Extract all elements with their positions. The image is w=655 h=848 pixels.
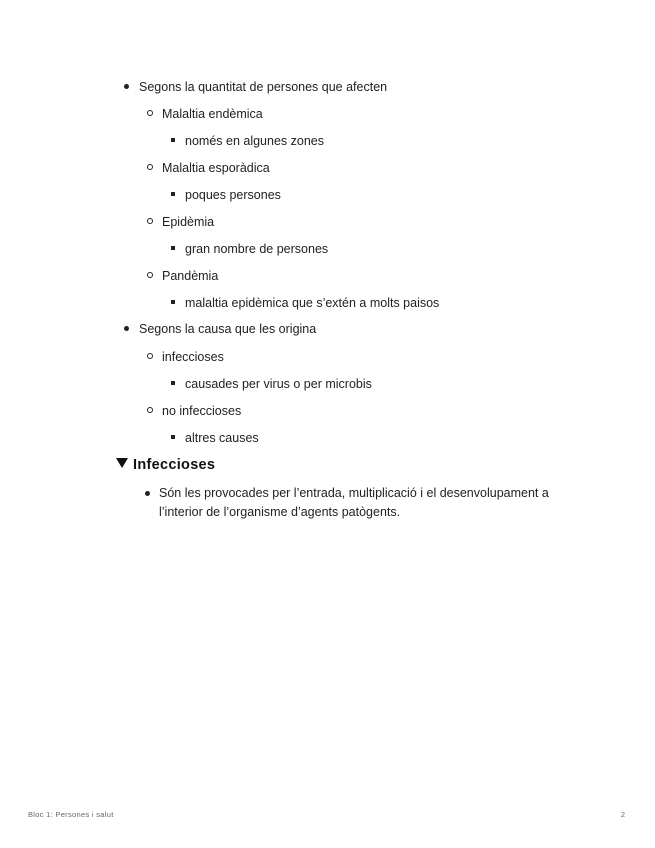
bullet-square	[171, 192, 175, 196]
page-number: 2	[620, 810, 625, 819]
list-item-non-infectious: no infeccioses	[162, 404, 242, 418]
list-item-endemic: Malaltia endèmica	[162, 107, 263, 121]
list-item-by-people: Segons la quantitat de persones que afecten	[139, 80, 388, 94]
bullet-circle	[147, 110, 153, 116]
bullet-square	[171, 381, 175, 385]
list-item-sporadic: Malaltia esporàdica	[162, 161, 270, 175]
list-item-non-infectious-detail: altres causes	[185, 431, 259, 445]
list-item-infectious-detail: causades per virus o per microbis	[185, 377, 372, 391]
list-item-sporadic-detail: poques persones	[185, 188, 281, 202]
list-item-endemic-detail: només en algunes zones	[185, 134, 324, 148]
list-item-pandemic: Pandèmia	[162, 269, 219, 283]
bullet-square	[171, 246, 175, 250]
bullet-square	[171, 300, 175, 304]
bullet-disc	[124, 326, 129, 331]
section-paragraph: Són les provocades per l’entrada, multiplicació i el desenvolupament a l’interior de l’organisme d’agents patògents.	[159, 486, 549, 519]
bullet-circle	[147, 164, 153, 170]
bullet-circle	[147, 272, 153, 278]
list-item-infectious: infeccioses	[162, 350, 224, 364]
bullet-circle	[147, 407, 153, 413]
bullet-square	[171, 138, 175, 142]
bullet-circle	[147, 353, 153, 359]
toggle-triangle-icon[interactable]	[116, 458, 128, 468]
bullet-square	[171, 435, 175, 439]
list-item-by-cause: Segons la causa que les origina	[139, 322, 317, 336]
footer-title: Bloc 1: Persones i salut	[28, 810, 114, 819]
section-heading: Infeccioses	[133, 457, 216, 473]
bullet-circle	[147, 218, 153, 224]
list-item-pandemic-detail: malaltia epidèmica que s’extén a molts paisos	[185, 296, 440, 310]
list-item-epidemic: Epidèmia	[162, 215, 215, 229]
list-item-epidemic-detail: gran nombre de persones	[185, 242, 329, 256]
bullet-disc	[145, 491, 150, 496]
bullet-disc	[124, 84, 129, 89]
